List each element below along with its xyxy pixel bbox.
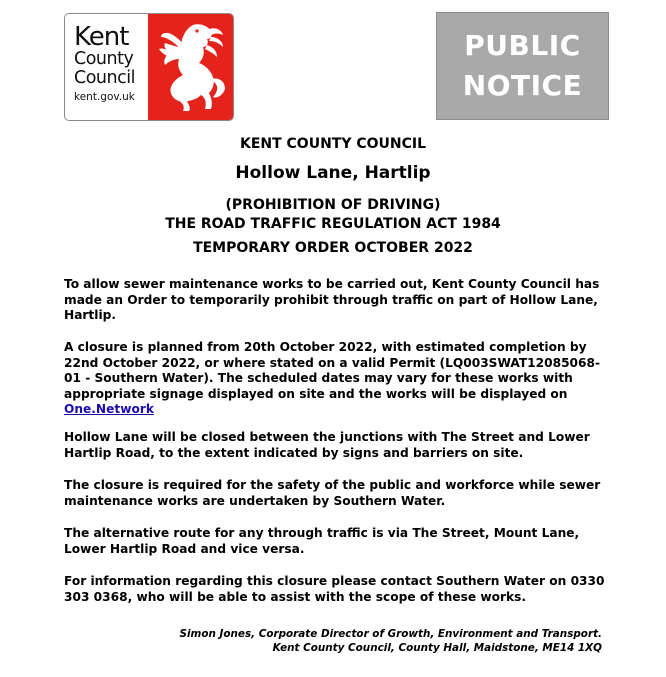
prohibition-line: (PROHIBITION OF DRIVING) [225,197,441,213]
order-heading: TEMPORARY ORDER OCTOBER 2022 [193,240,473,256]
notice-line-notice: NOTICE [462,69,583,102]
contact-paragraph: For information regarding this closure please contact Southern Water on 0330 303 0368, who will be able to assist with the scope of these works. [64,574,605,604]
notice-line-public: PUBLIC [464,29,581,62]
logo-line-county: County [74,49,134,69]
act-heading [0,196,666,234]
logo-wordmark [65,14,148,120]
one-network-link[interactable]: One.Network [64,402,154,417]
council-heading: KENT COUNTY COUNCIL [239,136,427,152]
closure-reason-paragraph: The closure is required for the safety of the public and workforce while sewer maintenance works are undertaken by Southern Water. [64,478,601,508]
schedule-paragraph [64,340,609,418]
intro-paragraph: To allow sewer maintenance works to be carried out, Kent County Council has made an Order to temporarily prohibit through traffic on part of Hollow Lane, Hartlip. [64,277,600,323]
alternative-route-paragraph: The alternative route for any through traffic is via The Street, Mount Lane, Lower Hartlip Road and vice versa. [64,526,580,556]
public-notice-badge [436,12,609,120]
logo-red-panel [148,14,233,120]
logo-url: kent.gov.uk [74,91,135,103]
schedule-text: A closure is planned from 20th October 2022, with estimated completion by 22nd October 2022, or where stated on a valid Permit (LQ003SWAT12085068-01 - Southern Water). The scheduled dates may vary for these works with appropriate signage displayed on site and the works will be displayed on [64,340,601,401]
kent-county-council-logo [64,13,234,121]
white-horse-icon [153,19,229,115]
location-heading: Hollow Lane, Hartlip [235,163,431,183]
signature-line-address: Kent County Council, County Hall, Maidstone, ME14 1XQ [272,642,602,654]
signature-line-name: Simon Jones, Corporate Director of Growth, Environment and Transport. [179,628,602,640]
closure-extent-paragraph: Hollow Lane will be closed between the junctions with The Street and Lower Hartlip Road, to the extent indicated by signs and barriers on site. [64,430,590,460]
logo-line-council: Council [74,68,135,88]
logo-line-kent: Kent [74,22,129,52]
signature-block [179,627,602,655]
act-line: THE ROAD TRAFFIC REGULATION ACT 1984 [165,216,501,232]
